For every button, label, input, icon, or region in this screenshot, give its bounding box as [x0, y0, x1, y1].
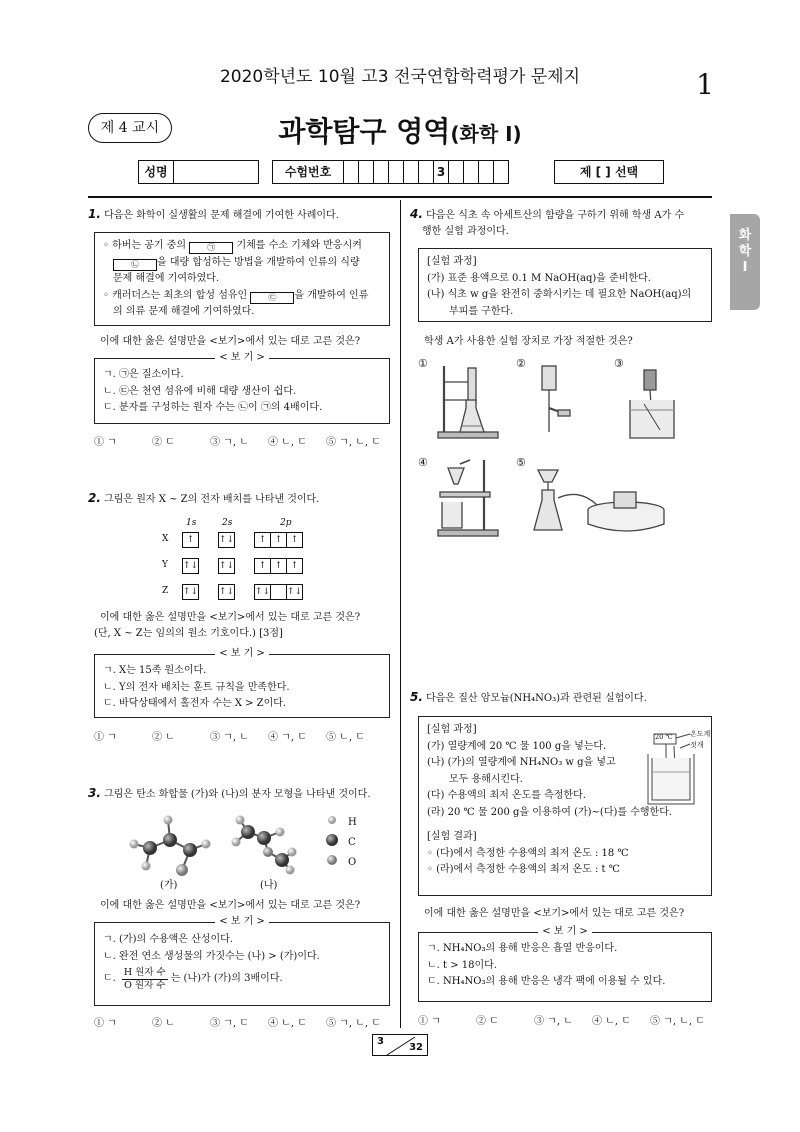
q1-item2-c: 의 의류 문제 해결에 기여하였다. [113, 306, 255, 317]
orbital-box: ↑↓ [286, 584, 303, 600]
orbital-box [270, 584, 287, 600]
q3-choice-5[interactable]: ⑤ ㄱ, ㄴ, ㄷ [326, 1018, 381, 1029]
subject-main: 과학탐구 영역 [278, 115, 451, 148]
selection-label: 제 [ ] 선택 [554, 160, 664, 184]
q5-bogi-box [418, 926, 712, 1002]
q4-step-1: (가) 표준 용액으로 0.1 M NaOH(aq)을 준비한다. [427, 272, 651, 284]
atom-y: Y [162, 560, 168, 570]
bogi-label: < 보 기 > [215, 916, 269, 927]
orbital-box: ↑ [270, 558, 287, 574]
column-divider [400, 200, 401, 1028]
q1-stem: 다음은 화학이 실생활의 문제 해결에 기여한 사례이다. [104, 210, 339, 221]
q5-box-title: [실험 과정] [427, 724, 477, 735]
exam-digit-fixed: 3 [433, 160, 449, 184]
name-field-row [138, 160, 259, 184]
question-5 [410, 689, 720, 707]
orbital-box: ↑↓ [218, 532, 235, 548]
orbital-box: ↑ [270, 532, 287, 548]
label-b: (나) [260, 880, 278, 891]
q4-step-2a: (나) 식초 w g을 완전히 중화시키는 데 필요한 NaOH(aq)의 [427, 289, 692, 300]
orbital-2s: 2s [222, 518, 233, 528]
exam-number-label: 수험번호 [272, 160, 344, 184]
question-4 [410, 206, 720, 240]
q2-choices [94, 728, 394, 743]
q4-choice-2[interactable]: ② [516, 357, 526, 370]
orbital-box: ↑↓ [218, 584, 235, 600]
q2-option-2: ㄴ. Y의 전자 배치는 훈트 규칙을 만족한다. [103, 681, 290, 693]
legend-h-icon [328, 816, 336, 824]
q1-choice-1[interactable]: ① ㄱ [94, 437, 117, 448]
subject-sub: (화학 Ⅰ) [450, 122, 522, 146]
q4-choice-3[interactable]: ③ [614, 357, 624, 370]
side-tab-text: 화학 Ⅰ [738, 228, 752, 275]
exam-digit-box[interactable] [403, 160, 419, 184]
name-label: 성명 [138, 160, 174, 184]
q3-choice-4[interactable]: ④ ㄴ, ㄷ [268, 1018, 307, 1029]
atom-z: Z [162, 586, 169, 596]
apparatus-5-icon [534, 470, 664, 531]
q5-result-title: [실험 결과] [427, 831, 477, 842]
apparatus-3-icon [630, 370, 674, 438]
h-atom [276, 828, 285, 837]
exam-digit-box[interactable] [463, 160, 479, 184]
subject-side-tab [730, 214, 760, 310]
q4-procedure-box [418, 248, 712, 322]
page-number: 1 [696, 68, 714, 101]
q1-option-1: ㄱ. ㉠은 질소이다. [103, 369, 184, 380]
q3-option-3-suffix: 는 (나)가 (가)의 3배이다. [170, 973, 283, 985]
q1-choice-4[interactable]: ④ ㄴ, ㄷ [268, 437, 307, 448]
q2-choice-2[interactable]: ② ㄴ [152, 732, 175, 743]
legend-h: H [348, 817, 357, 828]
atom-x: X [162, 534, 169, 544]
q1-item1-d: 문제 해결에 기여하였다. [113, 273, 220, 284]
orbital-box: ↑ [254, 532, 271, 548]
q1-option-2: ㄴ. ㉢은 천연 섬유에 비해 대량 생산이 쉽다. [103, 385, 297, 397]
q5-choice-1[interactable]: ① ㄱ [418, 1016, 441, 1027]
apparatus-2-icon [542, 366, 570, 432]
name-field[interactable] [173, 160, 259, 184]
apparatus-4-icon [438, 460, 498, 536]
blank-box-2 [113, 259, 157, 271]
molecule-models [120, 808, 380, 884]
legend-o-icon [327, 855, 337, 865]
atom-legend [348, 813, 357, 873]
question-2 [88, 490, 394, 508]
q5-step-3: (다) 수용액의 최저 온도를 측정한다. [427, 790, 586, 801]
q5-option-3: ㄷ. NH₄NO₃의 용해 반응은 냉각 팩에 이용될 수 있다. [427, 976, 666, 987]
h-atom [236, 816, 245, 825]
h-atom [286, 866, 295, 875]
c-atom [163, 833, 177, 847]
h-atom [202, 840, 211, 849]
h-atom [130, 840, 139, 849]
q5-step-2a: (나) (가)의 열량계에 NH₄NO₃ w g을 넣고 [427, 757, 616, 768]
c-atom [183, 843, 197, 857]
h-atom [142, 862, 151, 871]
q3-option-2: ㄴ. 완전 연소 생성물의 가짓수는 (나) > (가)이다. [103, 950, 320, 962]
q2-choice-3[interactable]: ③ ㄱ, ㄴ [210, 732, 249, 743]
orbital-2p: 2p [280, 518, 292, 528]
h-atom [288, 848, 297, 857]
o-atom [176, 864, 188, 876]
q2-option-3: ㄷ. 바닥상태에서 홀전자 수는 X > Z이다. [103, 698, 287, 709]
orbital-box: ↑ [254, 558, 271, 574]
q1-item1-b: 기체를 수소 기체와 반응시켜 [236, 240, 362, 251]
q2-choice-4[interactable]: ④ ㄱ, ㄷ [268, 732, 307, 743]
orbital-box: ↑ [286, 532, 303, 548]
q2-ask-note: (단, X ~ Z는 임의의 원소 기호이다.) [3점] [94, 628, 283, 639]
q4-box-title: [실험 과정] [427, 256, 477, 267]
mark-3: ㉢ [268, 292, 277, 302]
c-atom [241, 825, 255, 839]
q4-choice-1[interactable]: ① [418, 357, 428, 370]
exam-digit-box[interactable] [493, 160, 509, 184]
q5-choice-5[interactable]: ⑤ ㄱ, ㄴ, ㄷ [650, 1016, 705, 1027]
beaker-icon [652, 758, 690, 800]
q1-choice-2[interactable]: ② ㄷ [152, 437, 175, 448]
orbital-box: ↑↓ [254, 584, 271, 600]
fraction-numerator: H 원자 수 [123, 967, 166, 978]
q3-choice-3[interactable]: ③ ㄱ, ㄷ [210, 1018, 249, 1029]
legend-c: C [348, 837, 356, 848]
mark-1: ㉠ [207, 243, 216, 252]
q4-step-2b: 부피를 구한다. [449, 305, 514, 317]
blank-box-3 [250, 292, 294, 304]
apparatus-1-icon [438, 366, 498, 438]
exam-number-row [272, 160, 509, 184]
thermometer-label: 온도계 [690, 730, 711, 738]
q5-result-2: ◦ (라)에서 측정한 수용액의 최저 온도 : t ℃ [427, 864, 620, 875]
q5-choice-3[interactable]: ③ ㄱ, ㄴ [534, 1016, 573, 1027]
exam-digit-box[interactable] [358, 160, 374, 184]
q4-number: 4. [410, 207, 423, 221]
q1-ask: 이에 대한 옳은 설명만을 <보기>에서 있는 대로 고른 것은? [100, 336, 361, 347]
exam-digit-box[interactable] [373, 160, 389, 184]
exam-title: 2020학년도 10월 고3 전국연합학력평가 문제지 [219, 67, 581, 87]
q5-choice-4[interactable]: ④ ㄴ, ㄷ [592, 1016, 631, 1027]
blank-box-1 [189, 242, 233, 254]
q3-bogi-box [94, 916, 390, 1006]
orbital-box: ↑↓ [182, 558, 199, 574]
q2-option-1: ㄱ. X는 15족 원소이다. [103, 665, 207, 676]
mark-2: ㉡ [131, 259, 139, 269]
o-atom [263, 847, 273, 857]
orbital-box: ↑ [182, 532, 199, 548]
q4-stem-1: 다음은 식초 속 아세트산의 함량을 구하기 위해 학생 A가 수 [426, 210, 685, 221]
q1-choices [94, 433, 394, 448]
q5-choices [418, 1012, 718, 1027]
q2-bogi-box [94, 648, 390, 718]
q5-choice-2[interactable]: ② ㄷ [476, 1016, 499, 1027]
q5-step-1: (가) 열량계에 20 ℃ 물 100 g을 넣는다. [427, 740, 607, 752]
exam-digit-box[interactable] [418, 160, 434, 184]
fraction-denominator: O 원자 수 [124, 980, 166, 991]
header-rule [88, 196, 712, 198]
q1-case-box [94, 232, 390, 326]
exam-digit-box[interactable] [388, 160, 404, 184]
thermometer-reading: 20 ℃ [655, 733, 673, 741]
q3-option-1: ㄱ. (가)의 수용액은 산성이다. [103, 934, 233, 945]
total-pages: 32 [409, 1042, 423, 1053]
fraction [122, 967, 168, 992]
q5-result-1: ◦ (다)에서 측정한 수용액의 최저 온도 : 18 ℃ [427, 847, 629, 859]
q1-item1-c: 을 대량 합성하는 방법을 개발하여 인류의 식량 [157, 256, 360, 268]
q4-choice-5[interactable]: ⑤ [516, 456, 526, 469]
q1-choice-3[interactable]: ③ ㄱ, ㄴ [210, 437, 249, 448]
q1-option-3: ㄷ. 분자를 구성하는 원자 수는 ㉡이 ㉠의 4배이다. [103, 402, 323, 413]
electron-config-table [162, 518, 362, 618]
exam-digit-box[interactable] [448, 160, 464, 184]
stirrer-label: 젓개 [690, 741, 704, 749]
q1-choice-5[interactable]: ⑤ ㄱ, ㄴ, ㄷ [326, 437, 381, 448]
bogi-label: < 보 기 > [215, 648, 269, 659]
period-badge: 제 4 교시 [88, 113, 172, 143]
q1-bogi-box [94, 352, 390, 424]
q1-number: 1. [88, 207, 101, 221]
exam-digit-box[interactable] [343, 160, 359, 184]
q2-choice-1[interactable]: ① ㄱ [94, 732, 117, 743]
q3-choice-2[interactable]: ② ㄴ [152, 1018, 175, 1029]
q2-stem: 그림은 원자 X ~ Z의 전자 배치를 나타낸 것이다. [104, 494, 320, 505]
q1-item2-a: ◦ 캐러더스는 최초의 합성 섬유인 [103, 289, 248, 301]
q3-number: 3. [88, 786, 101, 800]
q5-number: 5. [410, 690, 423, 704]
h-atom [164, 816, 173, 825]
c-atom [143, 841, 157, 855]
q5-stem: 다음은 질산 암모늄(NH₄NO₃)과 관련된 실험이다. [426, 693, 647, 704]
lab-apparatus-images [430, 360, 710, 540]
q3-stem: 그림은 탄소 화합물 (가)와 (나)의 분자 모형을 나타낸 것이다. [104, 789, 371, 800]
q5-step-4: (라) 20 ℃ 물 200 g을 이용하여 (가)~(다)를 수행한다. [427, 806, 673, 818]
q2-number: 2. [88, 491, 101, 505]
h-atom [232, 838, 241, 847]
q3-choices [94, 1014, 394, 1029]
page-indicator [372, 1034, 428, 1056]
bogi-label: < 보 기 > [538, 926, 592, 937]
exam-digit-box[interactable] [478, 160, 494, 184]
orbital-box: ↑ [286, 558, 303, 574]
selection-row [554, 160, 664, 184]
q4-stem-2: 행한 실험 과정이다. [422, 226, 509, 237]
q5-ask: 이에 대한 옳은 설명만을 <보기>에서 있는 대로 고른 것은? [424, 908, 685, 919]
q3-option-3-prefix: ㄷ. [103, 973, 116, 985]
legend-c-icon [326, 834, 338, 846]
subject-title [0, 110, 800, 150]
question-1 [88, 206, 394, 224]
q2-ask: 이에 대한 옳은 설명만을 <보기>에서 있는 대로 고른 것은? [100, 612, 361, 623]
q5-option-2: ㄴ. t > 18이다. [427, 959, 497, 971]
question-3 [88, 785, 394, 803]
orbital-box: ↑↓ [182, 584, 199, 600]
label-a: (가) [160, 880, 178, 891]
legend-o: O [348, 857, 357, 868]
c-atom [257, 831, 271, 845]
q2-choice-5[interactable]: ⑤ ㄴ, ㄷ [326, 732, 365, 743]
q1-item2-b: 을 개발하여 인류 [294, 289, 369, 301]
q3-ask: 이에 대한 옳은 설명만을 <보기>에서 있는 대로 고른 것은? [100, 900, 361, 911]
q4-ask: 학생 A가 사용한 실험 장치로 가장 적절한 것은? [424, 336, 633, 347]
orbital-1s: 1s [186, 518, 197, 528]
q4-choice-4[interactable]: ④ [418, 456, 428, 469]
q3-choice-1[interactable]: ① ㄱ [94, 1018, 117, 1029]
q5-option-1: ㄱ. NH₄NO₃의 용해 반응은 흡열 반응이다. [427, 943, 618, 954]
current-page: 3 [377, 1036, 384, 1047]
bogi-label: < 보 기 > [215, 352, 269, 363]
q5-step-2b: 모두 용해시킨다. [449, 773, 523, 785]
q1-item1-a: ◦ 하버는 공기 중의 [103, 240, 187, 251]
orbital-box: ↑↓ [218, 558, 235, 574]
c-atom [275, 853, 289, 867]
q3-option-3 [103, 967, 381, 992]
